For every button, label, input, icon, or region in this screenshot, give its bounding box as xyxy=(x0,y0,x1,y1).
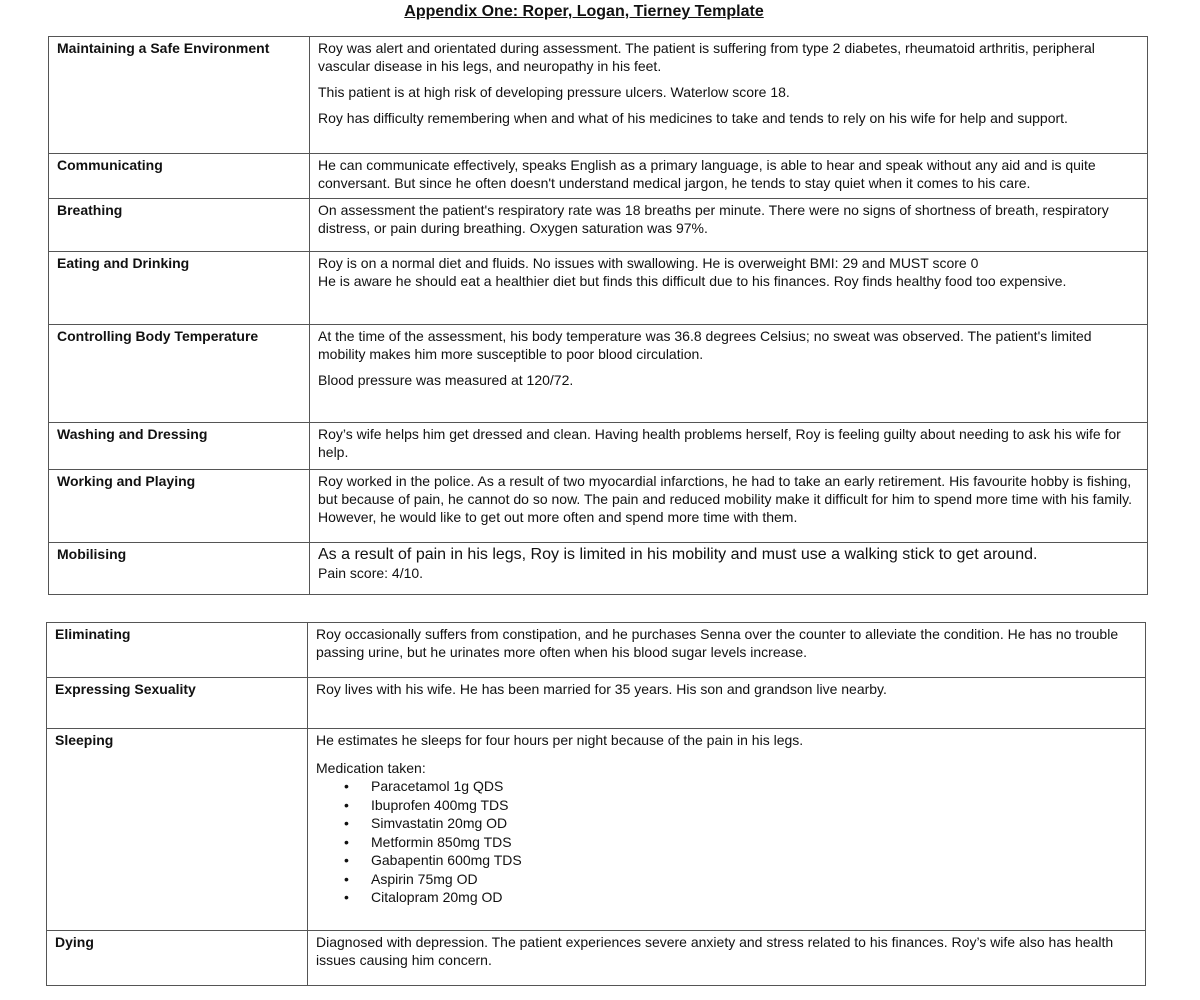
paragraph: Roy was alert and orientated during assessment. The patient is suffering from type 2 diabetes, rheumatoid arthritis, peripheral vascular disease in his legs, and neuropathy in his feet. xyxy=(318,40,1095,74)
paragraph: At the time of the assessment, his body temperature was 36.8 degrees Celsius; no sweat was observed. The patient's limited mobility makes him more susceptible to poor blood circulation. xyxy=(318,328,1092,362)
row-content-eating-drinking xyxy=(310,252,1148,325)
table-row xyxy=(47,623,1146,678)
row-label-working-playing: Working and Playing xyxy=(49,470,310,543)
list-item: • Aspirin 75mg OD xyxy=(316,870,1137,889)
paragraph: On assessment the patient's respiratory rate was 18 breaths per minute. There were no signs of shortness of breath, respiratory distress, or pain during breathing. Oxygen saturation was 97%. xyxy=(318,202,1109,236)
row-label-body-temperature: Controlling Body Temperature xyxy=(49,325,310,423)
row-label-eating-drinking: Eating and Drinking xyxy=(49,252,310,325)
list-item: • Paracetamol 1g QDS xyxy=(316,777,1137,796)
row-label-communicating: Communicating xyxy=(49,154,310,199)
medication-list xyxy=(316,777,1137,907)
list-item: • Ibuprofen 400mg TDS xyxy=(316,796,1137,815)
medication-heading: Medication taken: xyxy=(316,760,426,776)
row-content-mobilising xyxy=(310,543,1148,595)
row-label-mobilising: Mobilising xyxy=(49,543,310,595)
text-line: He is aware he should eat a healthier diet but finds this difficult due to his finances. Roy finds healthy food too expensive. xyxy=(318,273,1067,289)
text-line: Pain score: 4/10. xyxy=(318,565,424,581)
row-content-breathing xyxy=(310,199,1148,252)
table-row xyxy=(49,154,1148,199)
paragraph: Diagnosed with depression. The patient experiences severe anxiety and stress related to his finances. Roy’s wife also has health issues causing him concern. xyxy=(316,934,1114,968)
row-content-safe-environment xyxy=(310,37,1148,154)
list-item: • Metformin 850mg TDS xyxy=(316,833,1137,852)
row-content-working-playing xyxy=(310,470,1148,543)
paragraph: Blood pressure was measured at 120/72. xyxy=(318,372,574,388)
table-row xyxy=(47,678,1146,729)
table-row xyxy=(49,470,1148,543)
table-row xyxy=(49,37,1148,154)
assessment-table-part-1 xyxy=(48,36,1148,595)
table-row xyxy=(49,252,1148,325)
table-row xyxy=(49,543,1148,595)
row-label-eliminating: Eliminating xyxy=(47,623,308,678)
table-row xyxy=(47,729,1146,931)
paragraph: He can communicate effectively, speaks English as a primary language, is able to hear and speak without any aid and is quite conversant. But since he often doesn't understand medical jargon, he tends to stay quiet when it comes to his care. xyxy=(318,157,1096,191)
paragraph: Roy’s wife helps him get dressed and clean. Having health problems herself, Roy is feeling guilty about needing to ask his wife for help. xyxy=(318,426,1121,460)
list-item: • Gabapentin 600mg TDS xyxy=(316,851,1137,870)
paragraph: This patient is at high risk of developing pressure ulcers. Waterlow score 18. xyxy=(318,84,790,100)
paragraph: Roy has difficulty remembering when and what of his medicines to take and tends to rely on his wife for help and support. xyxy=(318,110,1068,126)
row-label-dying: Dying xyxy=(47,931,308,986)
text-line: As a result of pain in his legs, Roy is limited in his mobility and must use a walking stick to get around. xyxy=(318,546,1038,563)
paragraph: Roy occasionally suffers from constipation, and he purchases Senna over the counter to alleviate the condition. He has no trouble passing urine, but he urinates more often when his blood sugar levels increase. xyxy=(316,626,1119,660)
list-item: • Citalopram 20mg OD xyxy=(316,888,1137,907)
table-row xyxy=(49,423,1148,470)
document-title: Appendix One: Roper, Logan, Tierney Template xyxy=(404,3,764,20)
table-row xyxy=(49,199,1148,252)
row-content-body-temperature xyxy=(310,325,1148,423)
row-content-communicating xyxy=(310,154,1148,199)
row-content-washing-dressing xyxy=(310,423,1148,470)
paragraph: Roy lives with his wife. He has been married for 35 years. His son and grandson live nearby. xyxy=(316,681,887,697)
row-content-dying xyxy=(308,931,1146,986)
text-line: Roy is on a normal diet and fluids. No issues with swallowing. He is overweight BMI: 29 and MUST score 0 xyxy=(318,255,979,271)
row-label-safe-environment: Maintaining a Safe Environment xyxy=(49,37,310,154)
row-label-washing-dressing: Washing and Dressing xyxy=(49,423,310,470)
row-label-sleeping: Sleeping xyxy=(47,729,308,931)
table-row xyxy=(49,325,1148,423)
row-content-eliminating xyxy=(308,623,1146,678)
row-content-sleeping xyxy=(308,729,1146,931)
row-content-expressing-sexuality xyxy=(308,678,1146,729)
paragraph: He estimates he sleeps for four hours per night because of the pain in his legs. xyxy=(316,732,804,748)
row-label-expressing-sexuality: Expressing Sexuality xyxy=(47,678,308,729)
list-item: • Simvastatin 20mg OD xyxy=(316,814,1137,833)
row-label-breathing: Breathing xyxy=(49,199,310,252)
paragraph: Roy worked in the police. As a result of two myocardial infarctions, he had to take an early retirement. His favourite hobby is fishing, but because of pain, he cannot do so now. The pain and reduced mobility make it difficult for him to spend more time with his family. However, he would like to get out more often and spend more time with them. xyxy=(318,473,1132,525)
assessment-table-part-2 xyxy=(46,622,1146,986)
table-row xyxy=(47,931,1146,986)
